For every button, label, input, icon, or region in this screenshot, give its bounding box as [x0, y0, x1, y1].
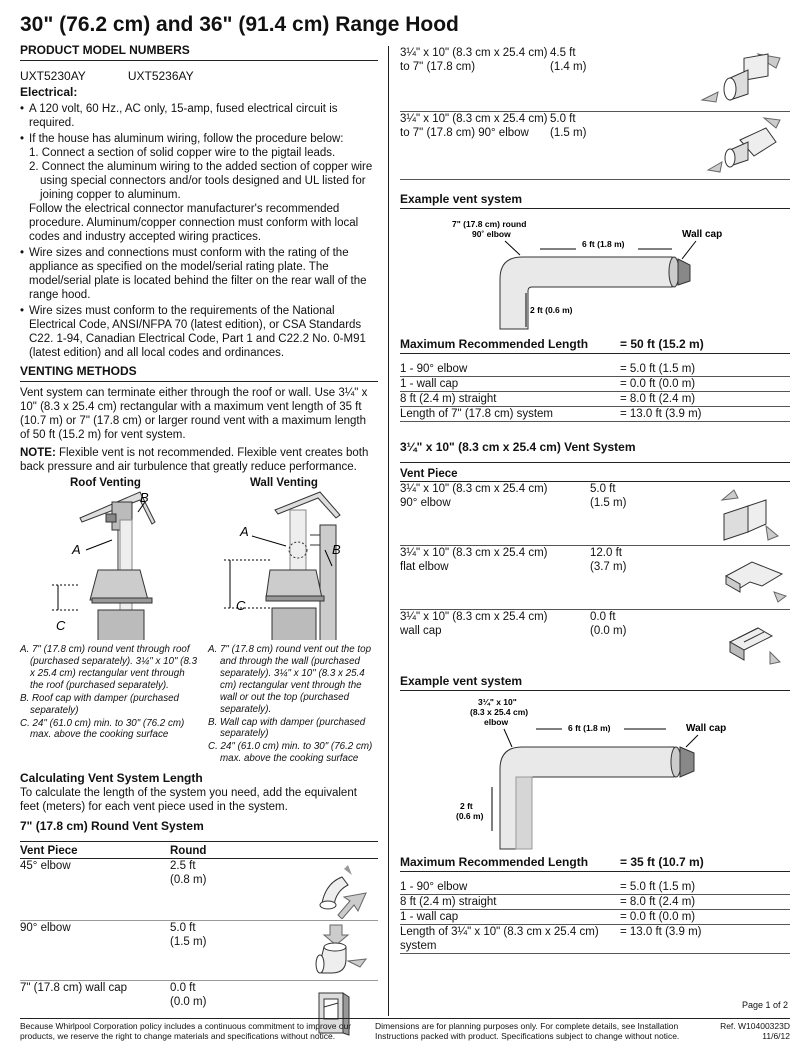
example1-diagram: [400, 209, 790, 333]
ex2-elbow-label: 3¼" x 10": [478, 696, 517, 707]
wall-caption-b: B. Wall cap with damper (purchased separately): [208, 716, 366, 740]
electrical-bullet: • If the house has aluminum wiring, follow the procedure below:: [20, 132, 378, 146]
aluminum-step: 1. Connect a section of solid copper wire to the pigtail leads.: [29, 146, 336, 159]
transition-icon: [700, 52, 790, 108]
vent-length: 12.0 ft (3.7 m): [590, 546, 627, 573]
ex2-down-label: (0.6 m): [456, 810, 484, 821]
vent-piece: 3¼" x 10" (8.3 cm x 25.4 cm) to 7" (17.8 cm) 90° elbow: [400, 113, 548, 140]
ex2-length-label: 6 ft (1.8 m): [568, 722, 611, 733]
wall-caption-c: C. 24" (61.0 cm) min. to 30" (76.2 cm) max. above the cooking surface: [208, 741, 373, 765]
mrl1-label: Maximum Recommended Length: [400, 336, 589, 351]
example2-diagram: [400, 691, 790, 851]
vent-piece: 45° elbow: [20, 859, 71, 872]
vent-piece: 3¼" x 10" (8.3 cm x 25.4 cm) wall cap: [400, 610, 548, 637]
vent-piece: 3¼" x 10" (8.3 cm x 25.4 cm) 90° elbow: [400, 482, 548, 509]
electrical-bullet: • Wire sizes must conform to the requirements of the National Electrical Code, ANSI/NFPA 70 (latest edition), or CSA Standards C22. 1-94, Canadian Electrical Code, Part 1 and C22.2 No. 0-M91 (latest edition) and all local codes and ordinances.: [20, 304, 378, 360]
vent-length: 5.0 ft (1.5 m): [170, 921, 207, 948]
models-heading: PRODUCT MODEL NUMBERS: [20, 43, 378, 61]
rect-heading: 3¼" x 10" (8.3 cm x 25.4 cm) Vent System: [400, 440, 636, 455]
mrl2-value: = 35 ft (10.7 m): [620, 854, 704, 869]
page-number: Page 1 of 2: [741, 1000, 788, 1010]
electrical-heading: Electrical:: [20, 85, 78, 100]
roof-venting-title: Roof Venting: [70, 476, 141, 489]
table-row: [400, 482, 790, 546]
ex1-wall-cap-label: Wall cap: [682, 228, 723, 240]
venting-illustration: [20, 490, 378, 640]
mrl2-table: [400, 880, 790, 954]
mrl1-table: [400, 362, 790, 422]
table-row: [20, 921, 378, 981]
ex2-wall-cap-label: Wall cap: [686, 722, 727, 734]
table-row: 1 - 90° elbow = 5.0 ft (1.5 m): [400, 362, 790, 377]
model-number: UXT5230AY: [20, 68, 86, 83]
page-title: 30" (76.2 cm) and 36" (91.4 cm) Range Hood: [20, 13, 459, 36]
vent-length: 4.5 ft (1.4 m): [550, 47, 587, 74]
wall-venting-diagram: [224, 492, 340, 640]
ex1-elbow-label: 90˚ elbow: [472, 228, 511, 239]
roof-caption-c: C. 24" (61.0 cm) min. to 30" (76.2 cm) max. above the cooking surface: [20, 717, 185, 741]
ex2-elbow-label: elbow: [484, 716, 509, 727]
table-row: 1 - 90° elbow = 5.0 ft (1.5 m): [400, 880, 790, 895]
roof-caption-b: B. Roof cap with damper (purchased separately): [20, 692, 180, 716]
wall-letter-c: C: [236, 597, 246, 613]
45-elbow-icon: [308, 863, 368, 919]
vent-length: 5.0 ft (1.5 m): [550, 113, 587, 140]
right-column: [400, 46, 790, 954]
footer-policy: Because Whirlpool Corporation policy includes a continuous commitment to improve our products, we reserve the right to change materials and specifications without notice.: [20, 1021, 352, 1042]
aluminum-step: 2. Connect the aluminum wiring to the added section of copper wire using special connectors and/or tools designed and UL listed for joining copper to aluminum.: [29, 160, 373, 201]
ex1-length-label: 6 ft (1.8 m): [582, 238, 625, 249]
mrl2-header: [400, 855, 790, 873]
model-numbers: [20, 69, 378, 84]
vent-length: 0.0 ft (0.0 m): [170, 981, 207, 1008]
table-row: 8 ft (2.4 m) straight = 8.0 ft (2.4 m): [400, 392, 790, 407]
round-table-header: [20, 844, 378, 859]
vent-piece: 3¼" x 10" (8.3 cm x 25.4 cm) to 7" (17.8 cm): [400, 47, 548, 74]
note-text: Flexible vent is not recommended. Flexible vent creates both back pressure and air turbulence that greatly reduce performance.: [20, 446, 369, 473]
venting-captions: [20, 644, 378, 765]
wall-letter-a: A: [240, 523, 249, 539]
footer-dimensions: Dimensions are for planning purposes only. For complete details, see Installation Instructions packed with product. Specifications subject to change without notice.: [375, 1021, 680, 1042]
example2-heading: Example vent system: [400, 673, 523, 688]
roof-caption-a: A. 7" (17.8 cm) round vent through roof (purchased separately). 3¼" x 10" (8.3 x 25.4 cm) rectangular vent through the roof (purchased separately).: [20, 643, 198, 691]
vent-length: 5.0 ft (1.5 m): [590, 482, 627, 509]
round-col-piece: Vent Piece: [20, 844, 78, 857]
electrical-bullet: • Wire sizes and connections must conform with the rating of the appliance as specified on the model/serial rating plate. The model/serial plate is located behind the filter on the rear wall of the range hood.: [20, 246, 378, 302]
90-elbow-icon: [308, 923, 368, 979]
table-row: 8 ft (2.4 m) straight = 8.0 ft (2.4 m): [400, 895, 790, 910]
wall-captions: [208, 644, 378, 765]
round-heading: 7" (17.8 cm) Round Vent System: [20, 818, 204, 833]
table-row: Length of 7" (17.8 cm) system = 13.0 ft (3.9 m): [400, 407, 790, 422]
wall-venting-title: Wall Venting: [250, 476, 318, 489]
flat-elbow-icon: [720, 550, 788, 608]
mrl1-value: = 50 ft (15.2 m): [620, 336, 704, 351]
roof-venting-diagram: [52, 489, 155, 640]
ex1-elbow-label: 7" (17.8 cm) round: [452, 218, 527, 229]
table-row: 1 - wall cap = 0.0 ft (0.0 m): [400, 910, 790, 925]
transition-elbow-icon: [704, 116, 790, 176]
table-row: [400, 46, 790, 112]
footer-ref: Ref. W10400323D 11/6/12: [720, 1021, 790, 1042]
vent-piece: 90° elbow: [20, 921, 71, 934]
roof-letter-a: A: [72, 541, 81, 557]
venting-note: [20, 446, 378, 474]
note-label: NOTE:: [20, 446, 56, 459]
vent-length: 0.0 ft (0.0 m): [590, 610, 627, 637]
ex2-down-label: 2 ft: [460, 800, 473, 811]
mrl1-header: [400, 337, 790, 355]
venting-diagrams: [20, 476, 378, 644]
rect-wall-cap-icon: [722, 612, 782, 670]
column-divider: [388, 46, 389, 1016]
left-column: [20, 40, 378, 1039]
ex2-elbow-label: (8.3 x 25.4 cm): [470, 706, 529, 717]
vent-piece: 7" (17.8 cm) wall cap: [20, 981, 127, 994]
electrical-bullet: • A 120 volt, 60 Hz., AC only, 15-amp, fused electrical circuit is required.: [20, 102, 378, 130]
wall-letter-b: B: [332, 541, 341, 557]
footer: [20, 1018, 790, 1042]
roof-captions: [20, 644, 200, 765]
venting-heading: VENTING METHODS: [20, 364, 378, 382]
roof-letter-c: C: [56, 617, 66, 633]
example1-heading: Example vent system: [400, 192, 523, 206]
table-row: [400, 546, 790, 610]
roof-letter-b: B: [140, 489, 149, 505]
table-row: [20, 859, 378, 921]
rect-col-piece: Vent Piece: [400, 467, 790, 482]
model-number: UXT5236AY: [127, 68, 194, 83]
table-row: [400, 112, 790, 180]
ex1-down-label: 2 ft (0.6 m): [530, 304, 573, 315]
mrl2-label: Maximum Recommended Length: [400, 854, 589, 869]
table-row: Length of 3¼" x 10" (8.3 cm x 25.4 cm) system = 13.0 ft (3.9 m): [400, 925, 790, 954]
round-col-round: Round: [170, 844, 207, 857]
follow-text: Follow the electrical connector manufacturer's recommended procedure. Aluminum/copper connection must conform with local codes and industry accepted wiring practices.: [29, 202, 359, 244]
wall-caption-a: A. 7" (17.8 cm) round vent out the top and through the wall (purchased separately). 3¼" x 10" (8.3 x 25.4 cm) rectangular vent through the wall or out the top (purchased separately).: [208, 643, 372, 715]
vent-piece: 3¼" x 10" (8.3 cm x 25.4 cm) flat elbow: [400, 546, 548, 573]
vent-length: 2.5 ft (0.8 m): [170, 859, 207, 886]
table-row: 1 - wall cap = 0.0 ft (0.0 m): [400, 377, 790, 392]
calc-text: To calculate the length of the system you need, add the equivalent feet (meters) for each vent piece used in the system.: [20, 786, 357, 813]
table-row: [400, 610, 790, 672]
venting-text: Vent system can terminate either through the roof or wall. Use 3¼" x 10" (8.3 x 25.4 cm) rectangular with a maximum vent length of 35 ft (10.7 m) or 7" (17.8 cm) or larger round vent with a maximum length of 50 ft (15.2 m) for vent system.: [20, 386, 368, 441]
rect-90-elbow-icon: [716, 486, 782, 544]
calc-heading: Calculating Vent System Length: [20, 771, 203, 786]
